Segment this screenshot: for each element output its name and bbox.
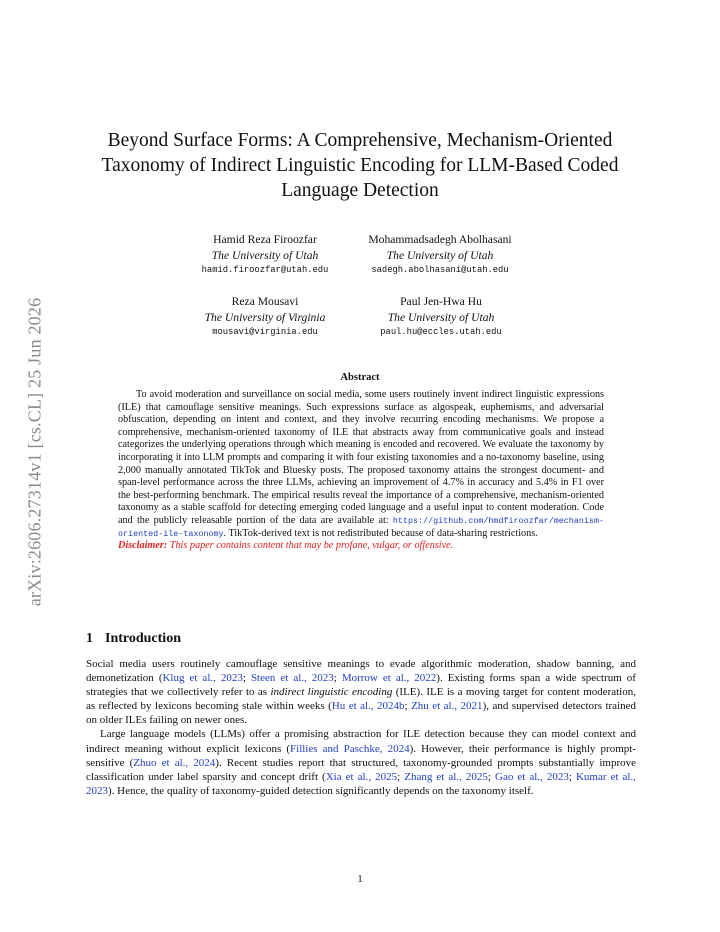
citation-link[interactable]: Zhang et al., 2025 — [404, 770, 488, 783]
abstract-body — [118, 389, 604, 553]
author-block — [184, 232, 346, 279]
paragraph — [86, 657, 636, 727]
citation-link[interactable]: Zhuo et al., 2024 — [133, 756, 216, 769]
text-run: ). Hence, the quality of taxonomy-guided detection significantly depends on the taxonomy itself. — [108, 784, 534, 797]
text-run: Large language models (LLMs) offer a promising abstraction for ILE detection because they can model context and indirect meaning without explicit lexicons ( — [86, 728, 636, 755]
author-name: Reza Mousavi — [231, 295, 299, 308]
author-email: sadegh.abolhasani@utah.edu — [371, 265, 509, 275]
arxiv-stamp-text: arXiv:2606.27314v1 [cs.CL] 25 Jun 2026 — [24, 297, 45, 607]
page-number: 1 — [357, 873, 363, 885]
citation-link[interactable]: Gao et al., 2023 — [495, 770, 569, 783]
author-name: Hamid Reza Firoozfar — [213, 233, 317, 246]
section-title: Introduction — [105, 631, 181, 646]
disclaimer-label: Disclaimer: — [118, 540, 168, 552]
author-affiliation: The University of Utah — [386, 248, 494, 262]
citation-link[interactable]: Xia et al., 2025 — [325, 770, 398, 783]
citation-link[interactable]: Steen et al., 2023 — [250, 672, 334, 685]
author-email: hamid.firoozfar@utah.edu — [201, 265, 329, 275]
arxiv-stamp — [24, 262, 46, 642]
citation-link[interactable]: Kumar et al., 2023 — [86, 770, 636, 797]
disclaimer — [118, 540, 604, 553]
author-block — [346, 232, 534, 279]
paper-title: Beyond Surface Forms: A Comprehensive, Mechanism-Oriented Taxonomy of Indirect Linguistic Encoding for LLM-Based Coded Language Detection — [101, 130, 619, 201]
text-run: Social media users routinely camouflage sensitive meanings to evade algorithmic moderation, shadow banning, and demonetization ( — [86, 658, 636, 685]
citation-link[interactable]: Fillies and Paschke, 2024 — [290, 742, 410, 755]
citation-link[interactable]: Klug et al., 2023 — [162, 672, 243, 685]
citation-link[interactable]: Zhu et al., 2021 — [411, 700, 483, 713]
author-block — [356, 294, 526, 341]
section-number: 1 — [86, 631, 93, 646]
text-run: ; — [333, 672, 342, 685]
abstract-paragraph — [118, 389, 604, 540]
emphasis-term: indirect linguistic encoding — [270, 686, 393, 699]
text-run: ). However, their performance is highly prompt-sensitive ( — [86, 742, 636, 769]
disclaimer-text: This paper contains content that may be profane, vulgar, or offensive. — [167, 540, 454, 552]
author-name: Mohammadsadegh Abolhasani — [368, 233, 512, 246]
citation-link[interactable]: Morrow et al., 2022 — [341, 672, 437, 685]
author-affiliation: The University of Virginia — [204, 310, 326, 324]
code-repository-link[interactable]: https://github.com/hmdfiroozfar/mechanism-oriented-ile-taxonomy — [118, 515, 604, 539]
text-run: ; — [404, 700, 412, 713]
text-run: ; — [568, 770, 576, 783]
text-run: ). Recent studies report that structured, taxonomy-grounded prompts substantially improve classification under label sparsity and concept drift ( — [86, 756, 636, 783]
text-run: ; — [242, 672, 251, 685]
author-block — [176, 294, 354, 341]
abstract-text-end: . TikTok-derived text is not redistributed because of data-sharing restrictions. — [223, 527, 538, 539]
text-run: (ILE). ILE is a moving target for content moderation, as reflected by lexicons becoming stale within weeks ( — [86, 686, 636, 713]
author-affiliation: The University of Utah — [211, 248, 319, 262]
paragraph — [86, 727, 636, 797]
abstract-heading: Abstract — [340, 372, 380, 383]
abstract-text: To avoid moderation and surveillance on social media, some users routinely invent indirect linguistic expressions (ILE) that camouflage sensitive meanings. Such expressions surface as algospeak, euphemisms, and adversarial obfuscation, depending on intent and context, and they involve recurring encoding mechanisms. We propose a comprehensive, mechanism-oriented taxonomy of ILE that abstracts away from communicative goals and instead categorizes the underlying operations through which meaning is encoded and recovered. We evaluate the taxonomy by incorporating it into LLM prompts and comparing it with four existing taxonomies and a no-taxonomy baseline, using 2,000 manually annotated TikTok and Bluesky posts. The proposed taxonomy attains the strongest document- and span-level performance across the three LLMs, achieving an improvement of 4.7% in accuracy and 5.4% in F1 over the best-performing benchmark. The empirical results reveal the importance of a comprehensive, mechanism-oriented taxonomy as a stable scaffold for detecting emerging coded language and a useful input to content moderation. Code and the publicly releasable portion of the data are available at: — [118, 389, 604, 526]
section-heading — [86, 631, 181, 647]
text-run: ). Existing forms span a wide spectrum of strategies that we collectively refer to as — [86, 672, 636, 699]
citation-link[interactable]: Hu et al., 2024b — [331, 700, 405, 713]
author-email: mousavi@virginia.edu — [212, 327, 318, 337]
author-affiliation: The University of Utah — [387, 310, 495, 324]
text-run: ), and supervised detectors trained on older ILEs failing on newer ones. — [86, 700, 637, 727]
author-email: paul.hu@eccles.utah.edu — [380, 327, 502, 337]
introduction-body — [86, 657, 636, 798]
author-name: Paul Jen-Hwa Hu — [400, 295, 482, 308]
text-run: ; — [397, 770, 405, 783]
text-run: ; — [487, 770, 495, 783]
